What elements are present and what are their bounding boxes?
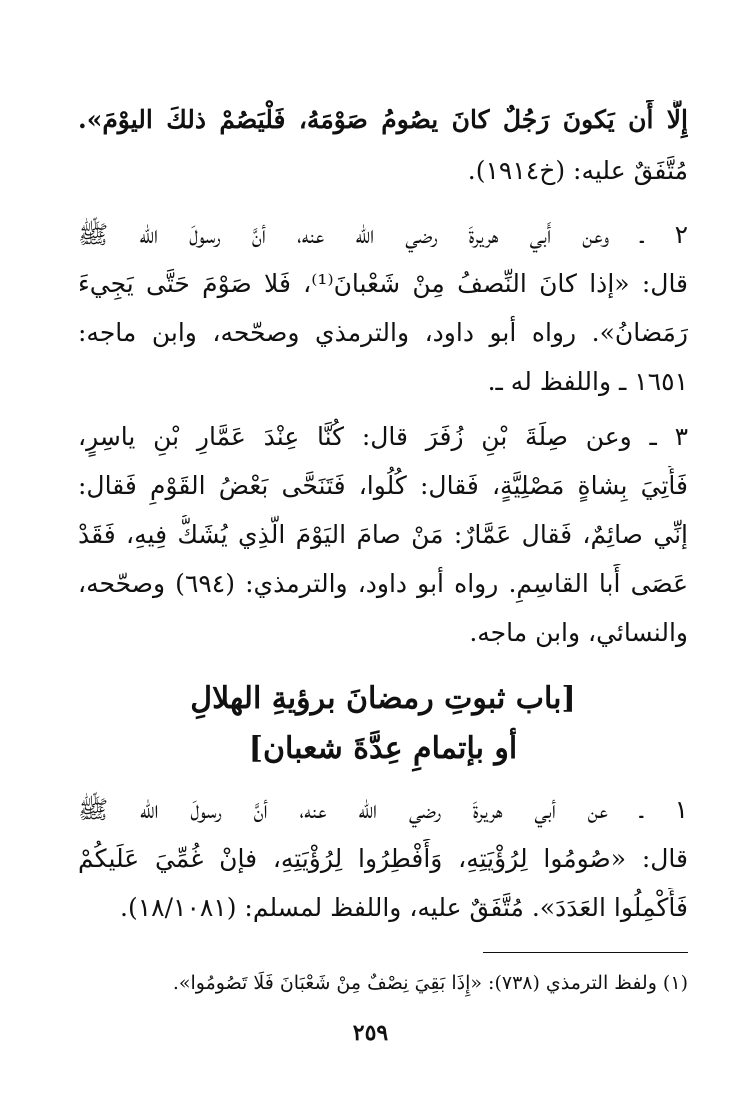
text-line-6: ١٦٥١ ـ واللفظ له ـ. <box>487 367 688 396</box>
text-line-10: عَصَى أَبا القاسِمِ. رواه أبو داود، والترمذي: (٦٩٤) وصحّحه، <box>78 569 688 598</box>
section-heading-line-1: [باب ثبوتِ رمضانَ برؤيةِ الهلالِ <box>190 681 576 716</box>
text-line-12: ١ ـ عن أبي هريرةَ رضي الله عنه، أنَّ رسولَ الله ﷺ <box>78 795 688 824</box>
text-line-8: فَأُتِيَ بِشاةٍ مَصْلِيَّةٍ، فَقال: كُلُوا، فَتَنَحَّى بَعْضُ القَوْمِ فَقال: <box>78 471 688 500</box>
text-line-5: رَمَضانُ». رواه أبو داود، والترمذي وصحّحه، وابن ماجه: <box>78 318 688 347</box>
text-line-4: قال: «إذا كانَ النِّصفُ مِنْ شَعْبانَ⁽¹⁾، فَلا صَوْمَ حَتَّى يَجِيءَ <box>78 269 688 298</box>
section-heading-line-2: أو بإتمامِ عِدَّةَ شعبان] <box>248 731 518 766</box>
text-line-9: إنِّي صائِمٌ، فَقال عَمَّارٌ: مَنْ صامَ اليَوْمَ الَّذِي يُشَكُّ فِيهِ، فَقَدْ <box>78 520 688 549</box>
text-line-7: ٣ ـ وعن صِلَةَ بْنِ زُفَرَ قال: كُنَّا عِنْدَ عَمَّارِ بْنِ ياسِرٍ، <box>78 422 688 451</box>
text-line-3: ٢ ـ وعن أَبي هريرةَ رضي الله عنه، أنَّ رسولَ الله ﷺ <box>78 220 688 249</box>
text-line-11: والنسائي، وابن ماجه. <box>469 618 688 647</box>
page-number: ٢٥٩ <box>352 1020 389 1046</box>
text-line-13: قال: «صُومُوا لِرُؤْيَتِهِ، وَأَفْطِرُوا لِرُؤْيَتِهِ، فإنْ غُمِّيَ عَلَيكُمْ <box>78 844 688 873</box>
text-line-14: فَأَكْمِلُوا العَدَدَ». مُتَّفَقٌ عليه، واللفظ لمسلم: (١٨/١٠٨١). <box>120 893 688 922</box>
text-line-1: إِلَّا أَن يَكونَ رَجُلٌ كانَ يصُومُ صَوْمَهُ، فَلْيَصُمْ ذلكَ اليوْمَ». <box>78 105 688 134</box>
footnote: (١) ولفظ الترمذي (٧٣٨): «إِذَا بَقِيَ نِصْفٌ مِنْ شَعْبَانَ فَلَا تَصُومُوا». <box>172 972 688 994</box>
footnote-separator <box>483 952 688 953</box>
text-line-2: مُتَّفَقٌ عليه: (خ١٩١٤). <box>467 156 688 185</box>
